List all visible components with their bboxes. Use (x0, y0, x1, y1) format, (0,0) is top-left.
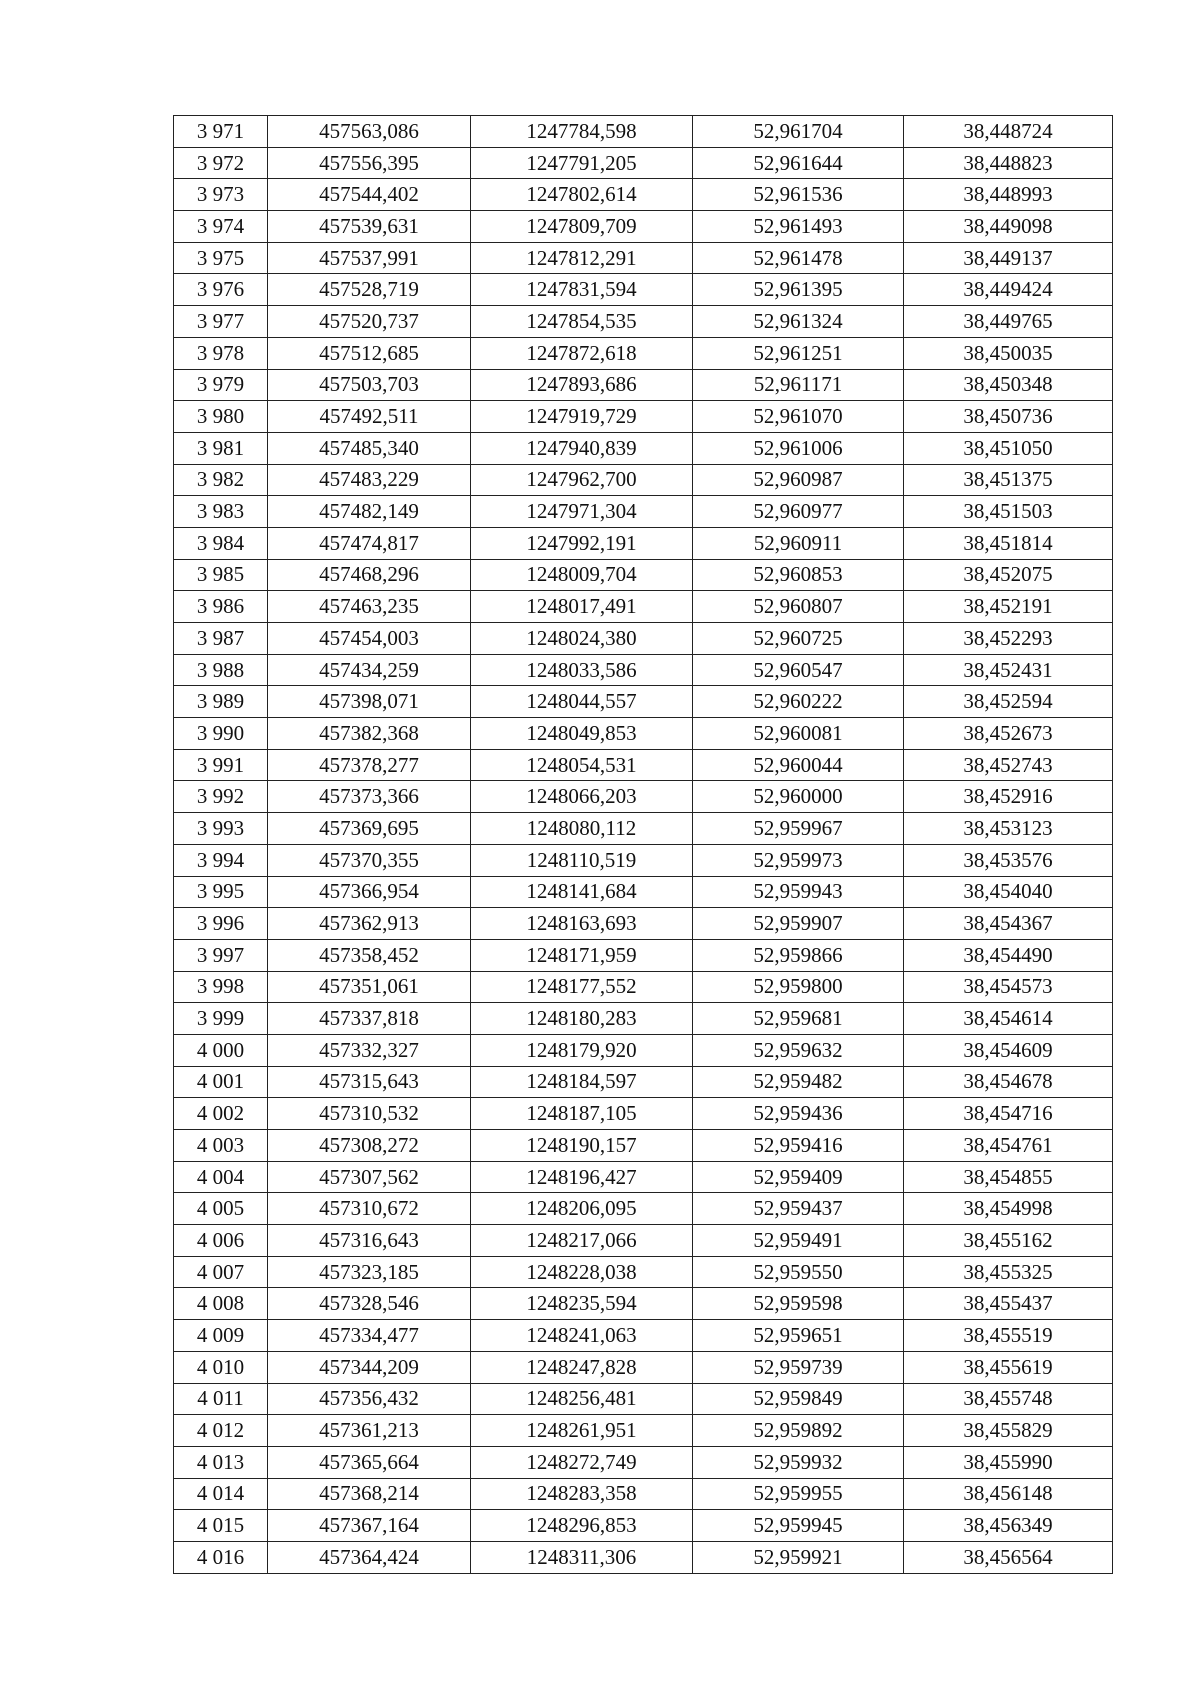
x-coordinate-cell: 457503,703 (268, 369, 471, 401)
y-coordinate-cell: 1247854,535 (471, 306, 693, 338)
table-row (174, 1034, 1113, 1066)
latitude-cell: 52,959409 (693, 1161, 904, 1193)
point-number-cell: 4 014 (174, 1478, 268, 1510)
point-number-cell: 4 008 (174, 1288, 268, 1320)
point-number-cell: 4 015 (174, 1510, 268, 1542)
longitude-cell: 38,454573 (904, 971, 1113, 1003)
latitude-cell: 52,959907 (693, 908, 904, 940)
point-number-cell: 3 981 (174, 432, 268, 464)
table-row (174, 1288, 1113, 1320)
x-coordinate-cell: 457370,355 (268, 844, 471, 876)
longitude-cell: 38,449424 (904, 274, 1113, 306)
y-coordinate-cell: 1248054,531 (471, 749, 693, 781)
latitude-cell: 52,959967 (693, 813, 904, 845)
latitude-cell: 52,959491 (693, 1225, 904, 1257)
table-row (174, 1225, 1113, 1257)
x-coordinate-cell: 457356,432 (268, 1383, 471, 1415)
table-row (174, 1066, 1113, 1098)
latitude-cell: 52,961171 (693, 369, 904, 401)
table-row (174, 749, 1113, 781)
x-coordinate-cell: 457528,719 (268, 274, 471, 306)
y-coordinate-cell: 1248247,828 (471, 1351, 693, 1383)
longitude-cell: 38,454998 (904, 1193, 1113, 1225)
latitude-cell: 52,960044 (693, 749, 904, 781)
y-coordinate-cell: 1248180,283 (471, 1003, 693, 1035)
point-number-cell: 3 998 (174, 971, 268, 1003)
point-number-cell: 3 991 (174, 749, 268, 781)
table-row (174, 718, 1113, 750)
point-number-cell: 3 999 (174, 1003, 268, 1035)
longitude-cell: 38,450348 (904, 369, 1113, 401)
table-row (174, 527, 1113, 559)
coordinates-table-body (174, 116, 1113, 1574)
table-row (174, 1415, 1113, 1447)
latitude-cell: 52,959632 (693, 1034, 904, 1066)
point-number-cell: 3 990 (174, 718, 268, 750)
latitude-cell: 52,960222 (693, 686, 904, 718)
point-number-cell: 3 973 (174, 179, 268, 211)
x-coordinate-cell: 457382,368 (268, 718, 471, 750)
y-coordinate-cell: 1248283,358 (471, 1478, 693, 1510)
latitude-cell: 52,960853 (693, 559, 904, 591)
y-coordinate-cell: 1247992,191 (471, 527, 693, 559)
longitude-cell: 38,451375 (904, 464, 1113, 496)
table-row (174, 1351, 1113, 1383)
latitude-cell: 52,960081 (693, 718, 904, 750)
table-row (174, 1003, 1113, 1035)
point-number-cell: 3 988 (174, 654, 268, 686)
latitude-cell: 52,961070 (693, 401, 904, 433)
longitude-cell: 38,448993 (904, 179, 1113, 211)
longitude-cell: 38,454855 (904, 1161, 1113, 1193)
latitude-cell: 52,959437 (693, 1193, 904, 1225)
table-row (174, 1320, 1113, 1352)
y-coordinate-cell: 1248177,552 (471, 971, 693, 1003)
y-coordinate-cell: 1248066,203 (471, 781, 693, 813)
longitude-cell: 38,452075 (904, 559, 1113, 591)
table-row (174, 211, 1113, 243)
latitude-cell: 52,961395 (693, 274, 904, 306)
longitude-cell: 38,455519 (904, 1320, 1113, 1352)
longitude-cell: 38,452293 (904, 623, 1113, 655)
latitude-cell: 52,960000 (693, 781, 904, 813)
y-coordinate-cell: 1248009,704 (471, 559, 693, 591)
point-number-cell: 4 002 (174, 1098, 268, 1130)
y-coordinate-cell: 1248049,853 (471, 718, 693, 750)
table-row (174, 1193, 1113, 1225)
latitude-cell: 52,961704 (693, 116, 904, 148)
y-coordinate-cell: 1248171,959 (471, 939, 693, 971)
y-coordinate-cell: 1248241,063 (471, 1320, 693, 1352)
x-coordinate-cell: 457328,546 (268, 1288, 471, 1320)
longitude-cell: 38,449098 (904, 211, 1113, 243)
longitude-cell: 38,456564 (904, 1541, 1113, 1573)
x-coordinate-cell: 457556,395 (268, 147, 471, 179)
point-number-cell: 3 971 (174, 116, 268, 148)
point-number-cell: 4 010 (174, 1351, 268, 1383)
longitude-cell: 38,455990 (904, 1446, 1113, 1478)
y-coordinate-cell: 1248163,693 (471, 908, 693, 940)
y-coordinate-cell: 1248196,427 (471, 1161, 693, 1193)
table-row (174, 939, 1113, 971)
x-coordinate-cell: 457544,402 (268, 179, 471, 211)
x-coordinate-cell: 457315,643 (268, 1066, 471, 1098)
point-number-cell: 4 011 (174, 1383, 268, 1415)
longitude-cell: 38,449137 (904, 242, 1113, 274)
longitude-cell: 38,454761 (904, 1130, 1113, 1162)
point-number-cell: 4 001 (174, 1066, 268, 1098)
longitude-cell: 38,455325 (904, 1256, 1113, 1288)
x-coordinate-cell: 457369,695 (268, 813, 471, 845)
latitude-cell: 52,960911 (693, 527, 904, 559)
latitude-cell: 52,961644 (693, 147, 904, 179)
y-coordinate-cell: 1248033,586 (471, 654, 693, 686)
latitude-cell: 52,960987 (693, 464, 904, 496)
longitude-cell: 38,456349 (904, 1510, 1113, 1542)
point-number-cell: 4 004 (174, 1161, 268, 1193)
latitude-cell: 52,959550 (693, 1256, 904, 1288)
y-coordinate-cell: 1247940,839 (471, 432, 693, 464)
y-coordinate-cell: 1248187,105 (471, 1098, 693, 1130)
longitude-cell: 38,450035 (904, 337, 1113, 369)
x-coordinate-cell: 457368,214 (268, 1478, 471, 1510)
x-coordinate-cell: 457323,185 (268, 1256, 471, 1288)
y-coordinate-cell: 1248256,481 (471, 1383, 693, 1415)
y-coordinate-cell: 1248141,684 (471, 876, 693, 908)
longitude-cell: 38,455437 (904, 1288, 1113, 1320)
x-coordinate-cell: 457482,149 (268, 496, 471, 528)
point-number-cell: 4 003 (174, 1130, 268, 1162)
x-coordinate-cell: 457362,913 (268, 908, 471, 940)
latitude-cell: 52,959436 (693, 1098, 904, 1130)
x-coordinate-cell: 457373,366 (268, 781, 471, 813)
point-number-cell: 4 007 (174, 1256, 268, 1288)
latitude-cell: 52,961536 (693, 179, 904, 211)
x-coordinate-cell: 457316,643 (268, 1225, 471, 1257)
x-coordinate-cell: 457365,664 (268, 1446, 471, 1478)
longitude-cell: 38,452743 (904, 749, 1113, 781)
point-number-cell: 3 997 (174, 939, 268, 971)
latitude-cell: 52,959932 (693, 1446, 904, 1478)
x-coordinate-cell: 457337,818 (268, 1003, 471, 1035)
latitude-cell: 52,959849 (693, 1383, 904, 1415)
longitude-cell: 38,453123 (904, 813, 1113, 845)
latitude-cell: 52,960547 (693, 654, 904, 686)
point-number-cell: 3 983 (174, 496, 268, 528)
x-coordinate-cell: 457483,229 (268, 464, 471, 496)
table-row (174, 654, 1113, 686)
y-coordinate-cell: 1248272,749 (471, 1446, 693, 1478)
latitude-cell: 52,959943 (693, 876, 904, 908)
latitude-cell: 52,959598 (693, 1288, 904, 1320)
x-coordinate-cell: 457398,071 (268, 686, 471, 718)
latitude-cell: 52,959921 (693, 1541, 904, 1573)
latitude-cell: 52,959973 (693, 844, 904, 876)
point-number-cell: 4 012 (174, 1415, 268, 1447)
y-coordinate-cell: 1248311,306 (471, 1541, 693, 1573)
point-number-cell: 3 985 (174, 559, 268, 591)
y-coordinate-cell: 1247893,686 (471, 369, 693, 401)
table-row (174, 401, 1113, 433)
table-row (174, 464, 1113, 496)
x-coordinate-cell: 457344,209 (268, 1351, 471, 1383)
x-coordinate-cell: 457537,991 (268, 242, 471, 274)
x-coordinate-cell: 457307,562 (268, 1161, 471, 1193)
longitude-cell: 38,455748 (904, 1383, 1113, 1415)
latitude-cell: 52,959866 (693, 939, 904, 971)
point-number-cell: 4 009 (174, 1320, 268, 1352)
longitude-cell: 38,448724 (904, 116, 1113, 148)
latitude-cell: 52,959800 (693, 971, 904, 1003)
longitude-cell: 38,452594 (904, 686, 1113, 718)
x-coordinate-cell: 457520,737 (268, 306, 471, 338)
table-row (174, 1446, 1113, 1478)
table-row (174, 813, 1113, 845)
x-coordinate-cell: 457308,272 (268, 1130, 471, 1162)
x-coordinate-cell: 457539,631 (268, 211, 471, 243)
latitude-cell: 52,959739 (693, 1351, 904, 1383)
latitude-cell: 52,961478 (693, 242, 904, 274)
table-row (174, 876, 1113, 908)
point-number-cell: 4 005 (174, 1193, 268, 1225)
table-row (174, 908, 1113, 940)
longitude-cell: 38,453576 (904, 844, 1113, 876)
table-row (174, 179, 1113, 211)
longitude-cell: 38,451050 (904, 432, 1113, 464)
table-row (174, 1256, 1113, 1288)
x-coordinate-cell: 457332,327 (268, 1034, 471, 1066)
y-coordinate-cell: 1247809,709 (471, 211, 693, 243)
point-number-cell: 4 006 (174, 1225, 268, 1257)
x-coordinate-cell: 457454,003 (268, 623, 471, 655)
y-coordinate-cell: 1248235,594 (471, 1288, 693, 1320)
y-coordinate-cell: 1248190,157 (471, 1130, 693, 1162)
longitude-cell: 38,454678 (904, 1066, 1113, 1098)
point-number-cell: 3 978 (174, 337, 268, 369)
x-coordinate-cell: 457310,672 (268, 1193, 471, 1225)
longitude-cell: 38,454040 (904, 876, 1113, 908)
y-coordinate-cell: 1247831,594 (471, 274, 693, 306)
y-coordinate-cell: 1248080,112 (471, 813, 693, 845)
y-coordinate-cell: 1247791,205 (471, 147, 693, 179)
table-row (174, 274, 1113, 306)
latitude-cell: 52,961251 (693, 337, 904, 369)
longitude-cell: 38,456148 (904, 1478, 1113, 1510)
y-coordinate-cell: 1247784,598 (471, 116, 693, 148)
longitude-cell: 38,451503 (904, 496, 1113, 528)
latitude-cell: 52,959416 (693, 1130, 904, 1162)
point-number-cell: 3 972 (174, 147, 268, 179)
x-coordinate-cell: 457364,424 (268, 1541, 471, 1573)
x-coordinate-cell: 457485,340 (268, 432, 471, 464)
x-coordinate-cell: 457361,213 (268, 1415, 471, 1447)
x-coordinate-cell: 457492,511 (268, 401, 471, 433)
longitude-cell: 38,452431 (904, 654, 1113, 686)
point-number-cell: 3 980 (174, 401, 268, 433)
longitude-cell: 38,454614 (904, 1003, 1113, 1035)
latitude-cell: 52,959955 (693, 1478, 904, 1510)
point-number-cell: 3 995 (174, 876, 268, 908)
x-coordinate-cell: 457310,532 (268, 1098, 471, 1130)
x-coordinate-cell: 457358,452 (268, 939, 471, 971)
longitude-cell: 38,454490 (904, 939, 1113, 971)
point-number-cell: 3 994 (174, 844, 268, 876)
point-number-cell: 3 977 (174, 306, 268, 338)
table-row (174, 306, 1113, 338)
point-number-cell: 4 016 (174, 1541, 268, 1573)
table-row (174, 591, 1113, 623)
table-row (174, 369, 1113, 401)
y-coordinate-cell: 1248261,951 (471, 1415, 693, 1447)
latitude-cell: 52,960725 (693, 623, 904, 655)
latitude-cell: 52,961493 (693, 211, 904, 243)
x-coordinate-cell: 457351,061 (268, 971, 471, 1003)
table-row (174, 1383, 1113, 1415)
longitude-cell: 38,455162 (904, 1225, 1113, 1257)
y-coordinate-cell: 1247802,614 (471, 179, 693, 211)
point-number-cell: 3 989 (174, 686, 268, 718)
x-coordinate-cell: 457512,685 (268, 337, 471, 369)
table-row (174, 1130, 1113, 1162)
table-row (174, 337, 1113, 369)
y-coordinate-cell: 1247962,700 (471, 464, 693, 496)
longitude-cell: 38,452191 (904, 591, 1113, 623)
point-number-cell: 3 982 (174, 464, 268, 496)
x-coordinate-cell: 457434,259 (268, 654, 471, 686)
x-coordinate-cell: 457563,086 (268, 116, 471, 148)
x-coordinate-cell: 457463,235 (268, 591, 471, 623)
table-row (174, 686, 1113, 718)
point-number-cell: 4 013 (174, 1446, 268, 1478)
longitude-cell: 38,455829 (904, 1415, 1113, 1447)
x-coordinate-cell: 457378,277 (268, 749, 471, 781)
table-row (174, 1478, 1113, 1510)
latitude-cell: 52,960807 (693, 591, 904, 623)
longitude-cell: 38,454367 (904, 908, 1113, 940)
latitude-cell: 52,959892 (693, 1415, 904, 1447)
latitude-cell: 52,959482 (693, 1066, 904, 1098)
longitude-cell: 38,455619 (904, 1351, 1113, 1383)
table-row (174, 1161, 1113, 1193)
point-number-cell: 3 975 (174, 242, 268, 274)
longitude-cell: 38,451814 (904, 527, 1113, 559)
longitude-cell: 38,449765 (904, 306, 1113, 338)
longitude-cell: 38,454609 (904, 1034, 1113, 1066)
table-row (174, 844, 1113, 876)
point-number-cell: 3 974 (174, 211, 268, 243)
y-coordinate-cell: 1248017,491 (471, 591, 693, 623)
latitude-cell: 52,960977 (693, 496, 904, 528)
y-coordinate-cell: 1248184,597 (471, 1066, 693, 1098)
table-row (174, 1541, 1113, 1573)
table-row (174, 971, 1113, 1003)
point-number-cell: 3 976 (174, 274, 268, 306)
point-number-cell: 3 987 (174, 623, 268, 655)
table-row (174, 1510, 1113, 1542)
point-number-cell: 3 992 (174, 781, 268, 813)
table-row (174, 242, 1113, 274)
table-row (174, 623, 1113, 655)
x-coordinate-cell: 457474,817 (268, 527, 471, 559)
y-coordinate-cell: 1247919,729 (471, 401, 693, 433)
longitude-cell: 38,452673 (904, 718, 1113, 750)
y-coordinate-cell: 1248110,519 (471, 844, 693, 876)
y-coordinate-cell: 1248296,853 (471, 1510, 693, 1542)
y-coordinate-cell: 1247872,618 (471, 337, 693, 369)
x-coordinate-cell: 457366,954 (268, 876, 471, 908)
y-coordinate-cell: 1247812,291 (471, 242, 693, 274)
table-row (174, 116, 1113, 148)
latitude-cell: 52,959651 (693, 1320, 904, 1352)
point-number-cell: 3 984 (174, 527, 268, 559)
latitude-cell: 52,959681 (693, 1003, 904, 1035)
x-coordinate-cell: 457367,164 (268, 1510, 471, 1542)
y-coordinate-cell: 1248024,380 (471, 623, 693, 655)
y-coordinate-cell: 1247971,304 (471, 496, 693, 528)
x-coordinate-cell: 457334,477 (268, 1320, 471, 1352)
latitude-cell: 52,959945 (693, 1510, 904, 1542)
table-row (174, 496, 1113, 528)
table-row (174, 432, 1113, 464)
y-coordinate-cell: 1248179,920 (471, 1034, 693, 1066)
y-coordinate-cell: 1248206,095 (471, 1193, 693, 1225)
table-row (174, 147, 1113, 179)
y-coordinate-cell: 1248228,038 (471, 1256, 693, 1288)
coordinates-table (173, 115, 1113, 1574)
latitude-cell: 52,961006 (693, 432, 904, 464)
y-coordinate-cell: 1248044,557 (471, 686, 693, 718)
x-coordinate-cell: 457468,296 (268, 559, 471, 591)
point-number-cell: 4 000 (174, 1034, 268, 1066)
y-coordinate-cell: 1248217,066 (471, 1225, 693, 1257)
table-row (174, 1098, 1113, 1130)
point-number-cell: 3 979 (174, 369, 268, 401)
longitude-cell: 38,450736 (904, 401, 1113, 433)
point-number-cell: 3 996 (174, 908, 268, 940)
point-number-cell: 3 986 (174, 591, 268, 623)
longitude-cell: 38,452916 (904, 781, 1113, 813)
table-row (174, 781, 1113, 813)
longitude-cell: 38,448823 (904, 147, 1113, 179)
longitude-cell: 38,454716 (904, 1098, 1113, 1130)
latitude-cell: 52,961324 (693, 306, 904, 338)
table-row (174, 559, 1113, 591)
point-number-cell: 3 993 (174, 813, 268, 845)
